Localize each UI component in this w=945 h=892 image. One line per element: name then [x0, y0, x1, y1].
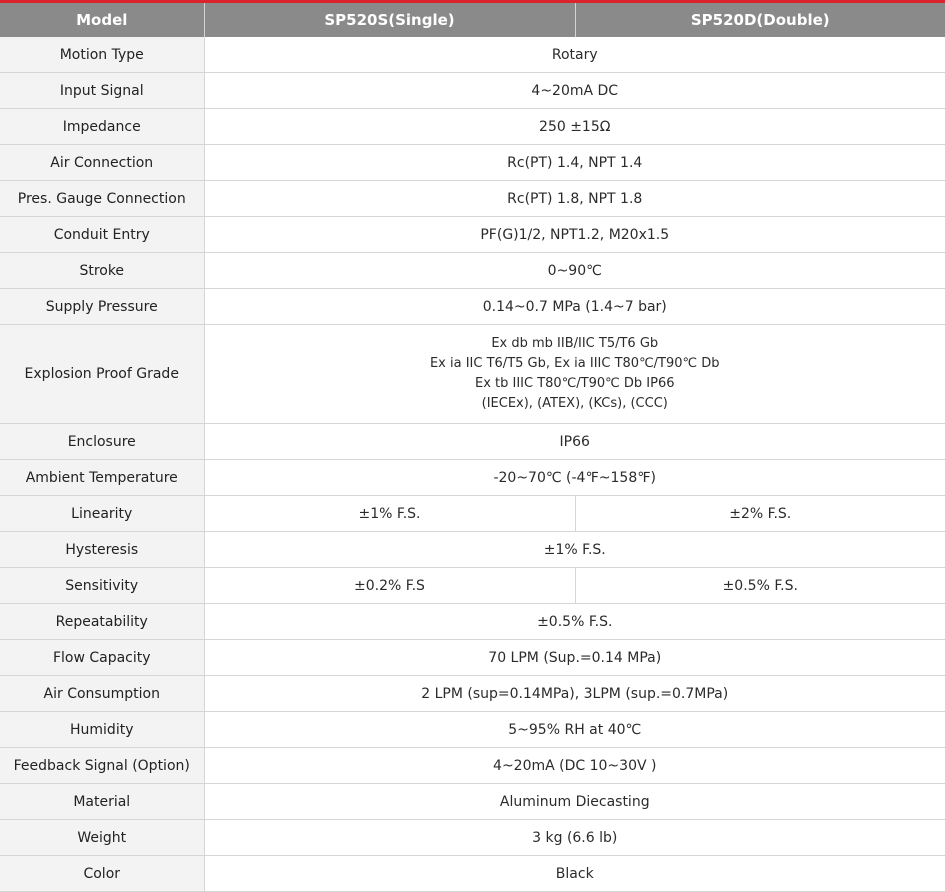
value-stroke: 0~90℃: [204, 253, 945, 289]
header-row: [0, 3, 945, 37]
header-model: Model: [0, 3, 204, 37]
value-feedback-signal: 4~20mA (DC 10~30V ): [204, 748, 945, 784]
label-sensitivity: Sensitivity: [0, 568, 204, 604]
value-impedance: 250 ±15Ω: [204, 109, 945, 145]
row-color: [0, 856, 945, 892]
value-linearity-double: ±2% F.S.: [575, 496, 945, 532]
row-feedback-signal: [0, 748, 945, 784]
value-color: Black: [204, 856, 945, 892]
label-feedback-signal: Feedback Signal (Option): [0, 748, 204, 784]
label-motion-type: Motion Type: [0, 37, 204, 73]
label-input-signal: Input Signal: [0, 73, 204, 109]
label-humidity: Humidity: [0, 712, 204, 748]
row-input-signal: [0, 73, 945, 109]
label-hysteresis: Hysteresis: [0, 532, 204, 568]
label-explosion-proof-grade: Explosion Proof Grade: [0, 325, 204, 424]
label-air-consumption: Air Consumption: [0, 676, 204, 712]
value-repeatability: ±0.5% F.S.: [204, 604, 945, 640]
label-linearity: Linearity: [0, 496, 204, 532]
row-supply-pressure: [0, 289, 945, 325]
value-ambient-temperature: -20~70℃ (-4℉~158℉): [204, 460, 945, 496]
header-single: SP520S(Single): [204, 3, 575, 37]
explosion-proof-line: (IECEx), (ATEX), (KCs), (CCC): [481, 396, 668, 411]
value-enclosure: IP66: [204, 424, 945, 460]
value-motion-type: Rotary: [204, 37, 945, 73]
label-color: Color: [0, 856, 204, 892]
value-linearity-single: ±1% F.S.: [204, 496, 575, 532]
value-air-connection: Rc(PT) 1.4, NPT 1.4: [204, 145, 945, 181]
label-enclosure: Enclosure: [0, 424, 204, 460]
row-explosion-proof-grade: [0, 325, 945, 424]
value-input-signal: 4~20mA DC: [204, 73, 945, 109]
value-pres-gauge-connection: Rc(PT) 1.8, NPT 1.8: [204, 181, 945, 217]
value-flow-capacity: 70 LPM (Sup.=0.14 MPa): [204, 640, 945, 676]
row-impedance: [0, 109, 945, 145]
label-ambient-temperature: Ambient Temperature: [0, 460, 204, 496]
value-hysteresis: ±1% F.S.: [204, 532, 945, 568]
row-motion-type: [0, 37, 945, 73]
value-weight: 3 kg (6.6 lb): [204, 820, 945, 856]
row-flow-capacity: [0, 640, 945, 676]
value-material: Aluminum Diecasting: [204, 784, 945, 820]
row-pres-gauge-connection: [0, 181, 945, 217]
value-explosion-proof-grade: [204, 325, 945, 424]
value-sensitivity-single: ±0.2% F.S: [204, 568, 575, 604]
label-conduit-entry: Conduit Entry: [0, 217, 204, 253]
explosion-proof-line: Ex tb IIIC T80℃/T90℃ Db IP66: [474, 376, 675, 391]
value-sensitivity-double: ±0.5% F.S.: [575, 568, 945, 604]
row-ambient-temperature: [0, 460, 945, 496]
label-pres-gauge-connection: Pres. Gauge Connection: [0, 181, 204, 217]
row-weight: [0, 820, 945, 856]
row-humidity: [0, 712, 945, 748]
row-hysteresis: [0, 532, 945, 568]
row-stroke: [0, 253, 945, 289]
label-supply-pressure: Supply Pressure: [0, 289, 204, 325]
label-weight: Weight: [0, 820, 204, 856]
value-conduit-entry: PF(G)1/2, NPT1.2, M20x1.5: [204, 217, 945, 253]
row-linearity: [0, 496, 945, 532]
label-impedance: Impedance: [0, 109, 204, 145]
label-air-connection: Air Connection: [0, 145, 204, 181]
row-material: [0, 784, 945, 820]
value-air-consumption: 2 LPM (sup=0.14MPa), 3LPM (sup.=0.7MPa): [204, 676, 945, 712]
explosion-proof-line: Ex db mb IIB/IIC T5/T6 Gb: [491, 336, 659, 351]
value-supply-pressure: 0.14~0.7 MPa (1.4~7 bar): [204, 289, 945, 325]
spec-table: [0, 3, 945, 892]
explosion-proof-line: Ex ia IIC T6/T5 Gb, Ex ia IIIC T80℃/T90℃ Db: [429, 356, 720, 371]
row-air-consumption: [0, 676, 945, 712]
row-air-connection: [0, 145, 945, 181]
row-sensitivity: [0, 568, 945, 604]
row-enclosure: [0, 424, 945, 460]
label-flow-capacity: Flow Capacity: [0, 640, 204, 676]
value-humidity: 5~95% RH at 40℃: [204, 712, 945, 748]
row-repeatability: [0, 604, 945, 640]
header-double: SP520D(Double): [575, 3, 945, 37]
label-stroke: Stroke: [0, 253, 204, 289]
label-repeatability: Repeatability: [0, 604, 204, 640]
label-material: Material: [0, 784, 204, 820]
row-conduit-entry: [0, 217, 945, 253]
